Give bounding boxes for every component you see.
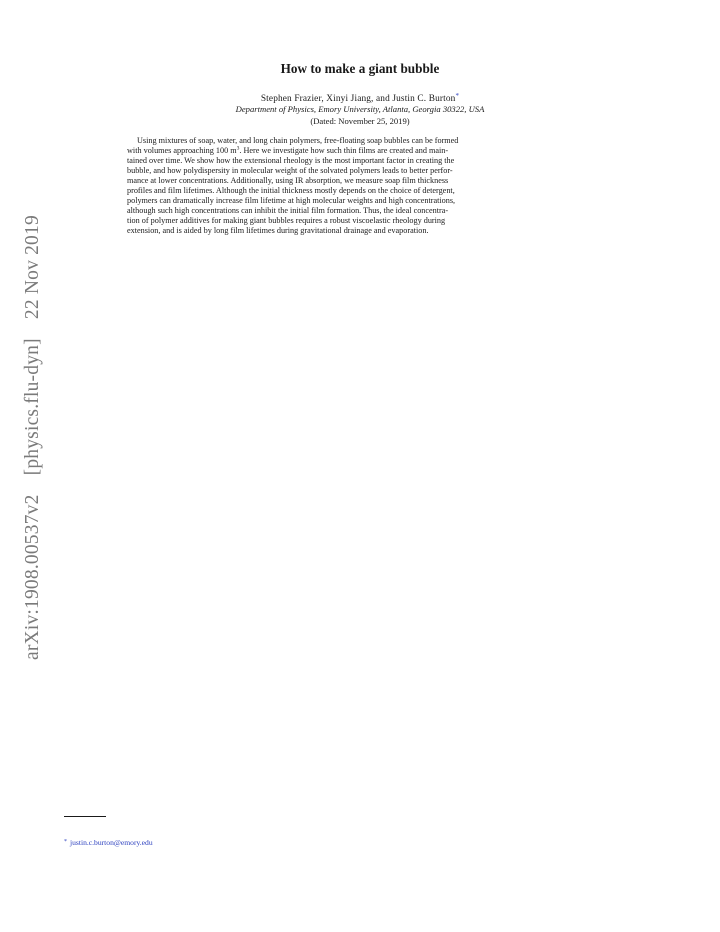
abstract-line: although such high concentrations can inhibit the initial film formation. Thus, the ideal concentra- xyxy=(127,206,449,215)
abstract xyxy=(127,136,597,236)
author-footnote-marker[interactable]: * xyxy=(455,92,460,100)
abstract-line: extension, and is aided by long film lifetimes during gravitational drainage and evaporation. xyxy=(127,226,429,235)
author-list xyxy=(0,92,720,104)
footnote xyxy=(64,838,153,847)
abstract-line: mance at lower concentrations. Additionally, using IR absorption, we measure soap film thickness xyxy=(127,176,449,185)
abstract-line: tion of polymer additives for making giant bubbles requires a robust viscoelastic rheology during xyxy=(127,216,446,225)
footnote-email-link[interactable]: justin.c.burton@emory.edu xyxy=(70,838,153,847)
date-line: (Dated: November 25, 2019) xyxy=(310,116,410,126)
abstract-line-text: with volumes approaching 100 m xyxy=(127,146,237,155)
arxiv-id: arXiv:1908.00537v2 xyxy=(22,494,43,660)
abstract-line: Using mixtures of soap, water, and long chain polymers, free-floating soap bubbles can be formed xyxy=(137,136,459,145)
abstract-line: bubble, and how polydispersity in molecular weight of the solvated polymers leads to better perfor- xyxy=(127,166,453,175)
abstract-line-text: . Here we investigate how such thin films are created and main- xyxy=(239,146,449,155)
superscript: 3 xyxy=(236,145,240,152)
footnote-rule xyxy=(64,816,106,817)
abstract-line: profiles and film lifetimes. Although the initial thickness mostly depends on the choice of detergent, xyxy=(127,186,455,195)
footnote-marker: * xyxy=(64,839,67,845)
arxiv-sidebar-stamp xyxy=(22,201,44,660)
arxiv-category: [physics.flu-dyn] xyxy=(22,338,43,476)
paper-title: How to make a giant bubble xyxy=(280,61,440,76)
affiliation: Department of Physics, Emory University, Atlanta, Georgia 30322, USA xyxy=(235,104,485,114)
arxiv-date: 22 Nov 2019 xyxy=(22,215,43,320)
author-names: Stephen Frazier, Xinyi Jiang, and Justin C. Burton xyxy=(260,94,456,104)
abstract-line: tained over time. We show how the extensional rheology is the most important factor in creating the xyxy=(127,156,455,165)
abstract-line: polymers can dramatically increase film lifetime at high molecular weights and high concentrations, xyxy=(127,196,456,205)
abstract-line xyxy=(127,146,597,156)
